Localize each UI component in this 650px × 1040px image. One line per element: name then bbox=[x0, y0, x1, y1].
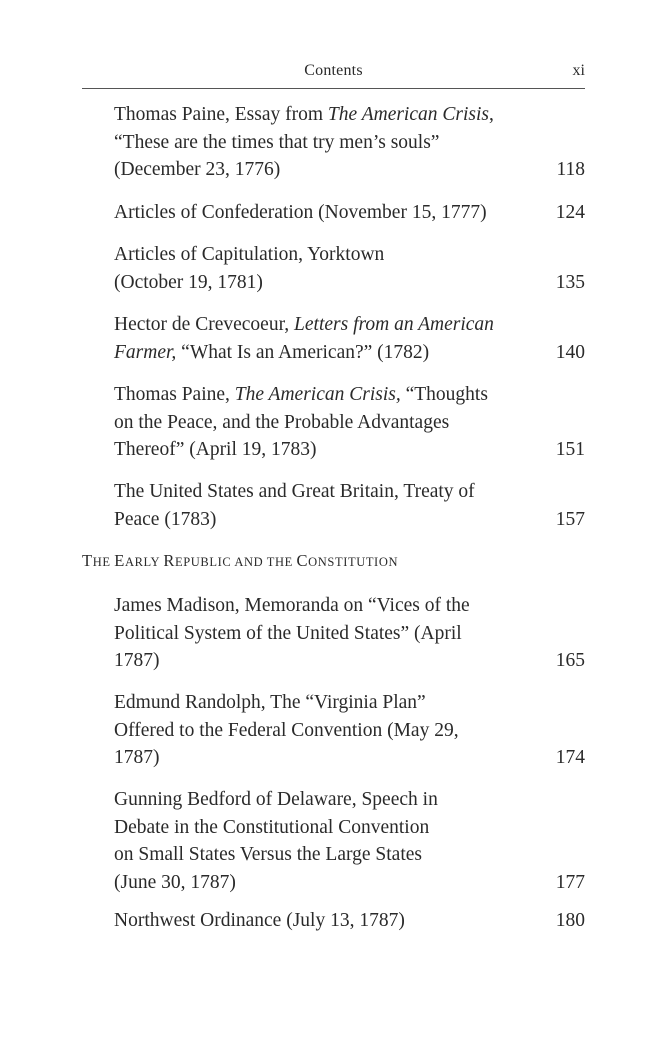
toc-entry-line bbox=[114, 101, 529, 129]
entry-text: Political System of the United States” (April bbox=[114, 622, 462, 644]
toc-entry-line bbox=[114, 409, 529, 437]
entry-text: “These are the times that try men’s souls” bbox=[114, 131, 440, 153]
toc-entry-line bbox=[114, 717, 529, 745]
italic-title-text: Letters from an American bbox=[294, 314, 494, 335]
entry-text: Peace (1783) bbox=[114, 508, 217, 530]
entry-text: “Thoughts bbox=[400, 384, 488, 405]
toc-entry-page-number: 140 bbox=[555, 341, 585, 363]
toc-entry-line bbox=[114, 592, 529, 620]
entry-text: James Madison, Memoranda on “Vices of the bbox=[114, 595, 470, 616]
toc-entry-line bbox=[114, 269, 529, 297]
toc-entry-page-number: 135 bbox=[555, 271, 585, 293]
entry-text: Offered to the Federal Convention (May 29, bbox=[114, 719, 459, 741]
entry-text: Gunning Bedford of Delaware, Speech in bbox=[114, 789, 438, 810]
toc-entry-line bbox=[114, 436, 529, 464]
toc-entry[interactable] bbox=[114, 199, 585, 227]
toc-entry-title bbox=[114, 592, 529, 675]
toc-entry-title bbox=[114, 381, 529, 464]
toc-entry-line bbox=[114, 620, 529, 648]
toc-entry-title bbox=[114, 786, 529, 896]
toc-entry-line bbox=[114, 647, 529, 675]
entry-text: Thereof” (April 19, 1783) bbox=[114, 439, 317, 460]
toc-entry-line bbox=[114, 869, 529, 897]
toc-entry-title bbox=[114, 241, 529, 296]
header-page-number: xi bbox=[572, 62, 585, 79]
entry-text: on Small States Versus the Large States bbox=[114, 844, 422, 865]
header-title: Contents bbox=[304, 62, 363, 79]
toc-entry-line bbox=[114, 311, 529, 339]
entry-text: Thomas Paine, bbox=[114, 384, 235, 405]
toc-entry-title bbox=[114, 101, 529, 184]
italic-title-text: The American Crisis bbox=[327, 104, 489, 125]
toc-entry-line bbox=[114, 478, 529, 506]
toc-entry[interactable] bbox=[114, 592, 585, 675]
entry-text: “What Is an American?” (1782) bbox=[176, 341, 430, 363]
entry-text: Thomas Paine, Essay from bbox=[114, 104, 328, 125]
entry-text: Articles of Capitulation, Yorktown bbox=[114, 244, 385, 265]
toc-entry-line bbox=[114, 814, 529, 842]
toc-entry-line bbox=[114, 744, 529, 772]
toc-entry-line bbox=[114, 689, 529, 717]
running-header bbox=[82, 62, 585, 89]
toc-entry-line bbox=[114, 381, 529, 409]
entry-text: Edmund Randolph, The “Virginia Plan” bbox=[114, 692, 426, 713]
entry-text: Articles of Confederation (November 15, 1777) bbox=[114, 202, 487, 223]
entry-text: on the Peace, and the Probable Advantages bbox=[114, 411, 450, 433]
toc-entry-page-number: 174 bbox=[555, 747, 585, 768]
toc-entry-line bbox=[114, 506, 529, 534]
toc-entry[interactable] bbox=[114, 689, 585, 772]
toc-entry-line bbox=[114, 199, 529, 227]
italic-title-text: Farmer, bbox=[114, 341, 177, 363]
entry-text: 1787) bbox=[114, 747, 160, 768]
toc-entry-page-number: 118 bbox=[556, 159, 585, 180]
toc-entry-title bbox=[114, 311, 529, 366]
entry-text: 1787) bbox=[114, 650, 160, 671]
toc-entry-line bbox=[114, 156, 529, 184]
toc-entry[interactable] bbox=[114, 381, 585, 464]
toc-entry[interactable] bbox=[114, 907, 585, 935]
toc-entry-line bbox=[114, 339, 529, 367]
toc-entry-page-number: 165 bbox=[555, 650, 585, 671]
toc-entry-title bbox=[114, 478, 529, 533]
toc-entry[interactable] bbox=[114, 311, 585, 366]
toc-entry-line bbox=[114, 907, 529, 935]
toc-entry-title bbox=[114, 907, 529, 935]
toc-entry[interactable] bbox=[114, 478, 585, 533]
toc-entry-line bbox=[114, 786, 529, 814]
entry-text: , bbox=[489, 104, 494, 125]
entry-text: The United States and Great Britain, Treaty of bbox=[114, 481, 475, 502]
toc-entry-title bbox=[114, 689, 529, 772]
toc-entry-page-number: 151 bbox=[555, 439, 585, 460]
italic-title-text: The American Crisis, bbox=[234, 384, 401, 405]
entry-text: (October 19, 1781) bbox=[114, 271, 263, 293]
toc-entry[interactable] bbox=[114, 786, 585, 896]
toc-entry[interactable] bbox=[114, 101, 585, 184]
toc-entry-line bbox=[114, 241, 529, 269]
entry-text: Northwest Ordinance (July 13, 1787) bbox=[114, 910, 405, 931]
toc-entry-page-number: 124 bbox=[555, 202, 585, 223]
toc-entry-line bbox=[114, 129, 529, 157]
entry-text: Hector de Crevecoeur, bbox=[114, 314, 295, 335]
toc-entry-page-number: 180 bbox=[555, 910, 585, 931]
toc-entry-title bbox=[114, 199, 529, 227]
toc-entry[interactable] bbox=[114, 241, 585, 296]
toc-entry-page-number: 177 bbox=[555, 871, 585, 893]
section-heading: THE EARLY REPUBLIC AND THE CONSTITUTION bbox=[82, 551, 399, 570]
entry-text: (December 23, 1776) bbox=[114, 159, 281, 180]
entry-text: (June 30, 1787) bbox=[114, 871, 236, 893]
toc-entry-page-number: 157 bbox=[555, 508, 585, 530]
toc-entry-line bbox=[114, 841, 529, 869]
entry-text: Debate in the Constitutional Convention bbox=[114, 816, 430, 838]
